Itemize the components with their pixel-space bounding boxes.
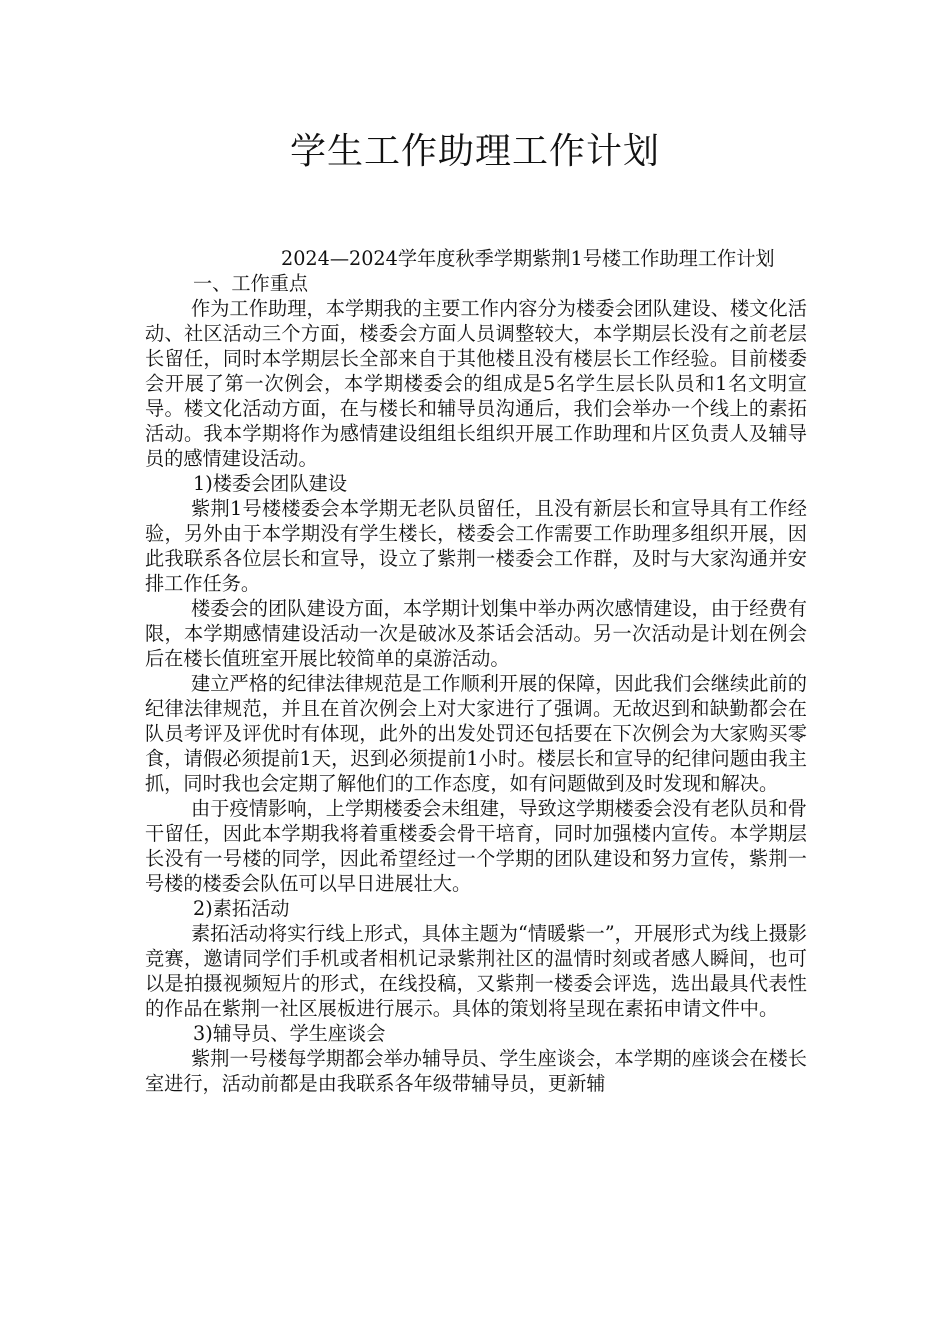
paragraph-activity: 素拓活动将实行线上形式，具体主题为“情暖紫一”，开展形式为线上摄影竞赛，邀请同学们手机或者相机记录紫荆社区的温情时刻或者感人瞬间，也可以是拍摄视频短片的形式，在线投稿，又紫荆一楼委会评选，选出最具代表性的作品在紫荆一社区展板进行展示。具体的策划将呈现在素拓申请文件中。 — [145, 922, 807, 1020]
paragraph-symposium: 紫荆一号楼每学期都会举办辅导员、学生座谈会，本学期的座谈会在楼长室进行，活动前都是由我联系各年级带辅导员，更新辅 — [145, 1047, 807, 1095]
paragraph-team-members: 紫荆1号楼楼委会本学期无老队员留任，且没有新层长和宣导具有工作经验，另外由于本学期没有学生楼长，楼委会工作需要工作助理多组织开展，因此我联系各位层长和宣导，设立了紫荆一楼委会工作群，及时与大家沟通并安排工作任务。 — [145, 497, 807, 595]
paragraph-team-activities: 楼委会的团队建设方面，本学期计划集中举办两次感情建设，由于经费有限，本学期感情建设活动一次是破冰及茶话会活动。另一次活动是计划在例会后在楼长值班室开展比较简单的桌游活动。 — [145, 597, 807, 670]
paragraph-cultivation: 由于疫情影响，上学期楼委会未组建，导致这学期楼委会没有老队员和骨干留任，因此本学期我将着重楼委会骨干培育，同时加强楼内宣传。本学期层长没有一号楼的同学，因此希望经过一个学期的团队建设和努力宣传，紫荆一号楼的楼委会队伍可以早日进展壮大。 — [145, 797, 807, 895]
section-heading-team-building: 1)楼委会团队建设 — [193, 472, 348, 495]
section-heading-activity: 2)素拓活动 — [193, 897, 290, 920]
section-heading-work-focus: 一、工作重点 — [193, 272, 309, 295]
section-heading-symposium: 3)辅导员、学生座谈会 — [193, 1022, 386, 1045]
document-subtitle: 2024—2024学年度秋季学期紫荆1号楼工作助理工作计划 — [281, 247, 775, 270]
document-title: 学生工作助理工作计划 — [289, 131, 660, 172]
paragraph-discipline: 建立严格的纪律法律规范是工作顺利开展的保障，因此我们会继续此前的纪律法律规范，并且在首次例会上对大家进行了强调。无故迟到和缺勤都会在队员考评及评优时有体现，此外的出发处罚还包括要在下次例会为大家购买零食，请假必须提前1天，迟到必须提前1小时。楼层长和宣导的纪律问题由我主抓，同时我也会定期了解他们的工作态度，如有问题做到及时发现和解决。 — [145, 672, 807, 795]
paragraph-overview: 作为工作助理，本学期我的主要工作内容分为楼委会团队建设、楼文化活动、社区活动三个方面，楼委会方面人员调整较大，本学期层长没有之前老层长留任，同时本学期层长全部来自于其他楼且没有楼层长工作经验。目前楼委会开展了第一次例会，本学期楼委会的组成是5名学生层长队员和1名文明宣导。楼文化活动方面，在与楼长和辅导员沟通后，我们会举办一个线上的素拓活动。我本学期将作为感情建设组组长组织开展工作助理和片区负责人及辅导员的感情建设活动。 — [145, 297, 807, 470]
document-body — [145, 246, 807, 1096]
